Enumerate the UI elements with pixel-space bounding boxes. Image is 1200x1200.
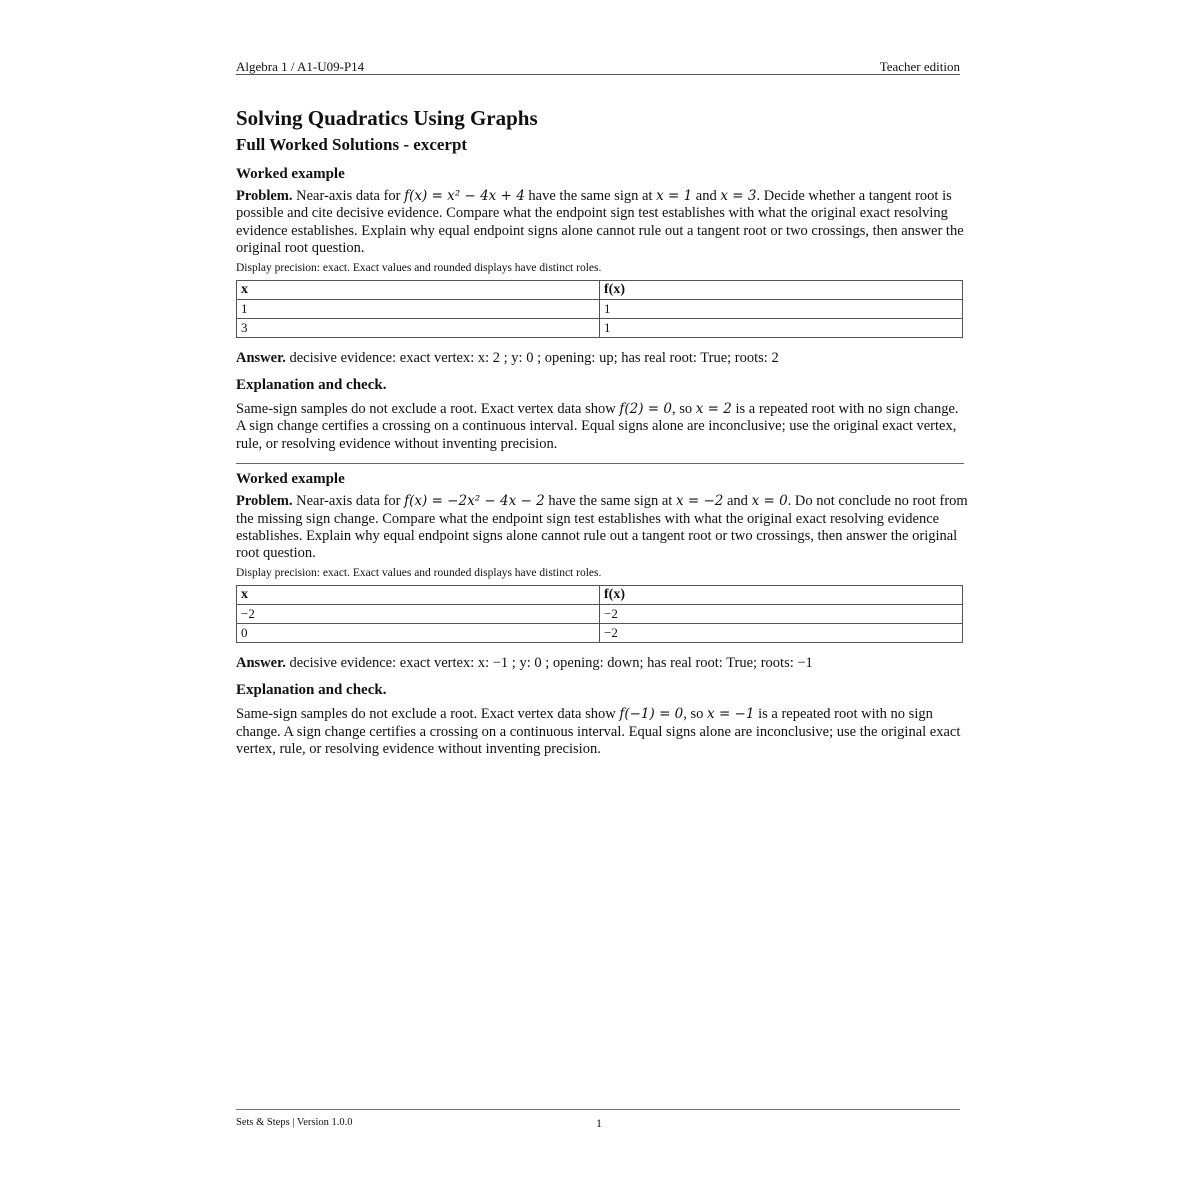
table-row — [237, 299, 963, 318]
precision-note: Display precision: exact. Exact values and rounded displays have distinct roles. — [236, 566, 602, 579]
answer — [236, 350, 968, 367]
answer-label: Answer. — [236, 349, 286, 366]
column-header: x — [237, 280, 600, 299]
explanation-text: , so — [683, 706, 704, 723]
table-cell: 0 — [237, 623, 600, 642]
explanation — [236, 706, 968, 758]
explanation-text: is a repeated root with no sign change. A sign change certifies a crossing on a continuous interval. Equal signs alone are inconclusive; use the original exact vertex, rule, or resolving evidence without inventing precision. — [236, 706, 961, 758]
sample-x2: x = 0 — [751, 493, 788, 510]
page-number: 1 — [596, 1116, 602, 1130]
explanation-text: is a repeated root with no sign change. A sign change certifies a crossing on a continuous interval. Equal signs alone are inconclusive; use the original exact vertex, rule, or resolving evidence without inventing precision. — [236, 401, 959, 452]
problem-statement — [236, 188, 968, 258]
page-subtitle: Full Worked Solutions - excerpt — [236, 135, 468, 154]
table-row — [237, 318, 963, 337]
column-header: f(x) — [600, 585, 963, 604]
section-divider — [236, 463, 964, 464]
explanation-title: Explanation and check. — [236, 682, 387, 699]
worked-example-1 — [236, 165, 968, 453]
answer — [236, 655, 968, 672]
problem-text: Near-axis data for — [296, 493, 401, 510]
function-expression: f(x) = −2x² − 4x − 2 — [404, 493, 545, 510]
explanation-text: , so — [671, 401, 693, 418]
page-content — [236, 105, 968, 759]
root-value: x = 2 — [695, 401, 732, 418]
running-header — [236, 58, 960, 75]
section-title: Worked example — [236, 471, 345, 488]
table-cell: 1 — [600, 299, 963, 318]
section-title: Worked example — [236, 166, 345, 182]
precision-note: Display precision: exact. Exact values and rounded displays have distinct roles. — [236, 261, 602, 274]
values-table — [236, 280, 963, 338]
table-row — [237, 604, 963, 623]
sample-x2: x = 3 — [720, 188, 757, 204]
problem-text: and — [727, 493, 748, 510]
values-table — [236, 585, 963, 643]
footer-version: Sets & Steps | Version 1.0.0 — [236, 1117, 353, 1128]
page-title: Solving Quadratics Using Graphs — [236, 106, 538, 130]
problem-text: . Decide whether a tangent root is possible and cite decisive evidence. Compare what the endpoint sign test establishes with what the original exact resolving evidence establishes. Explain why equal endpoint signs alone cannot rule out a tangent root or two crossings, then answer the original root question. — [236, 188, 964, 257]
explanation-title: Explanation and check. — [236, 377, 387, 394]
explanation-text: Same-sign samples do not exclude a root. Exact vertex data show — [236, 401, 616, 418]
edition-label: Teacher edition — [879, 59, 960, 74]
table-cell: 3 — [237, 318, 600, 337]
table-cell: −2 — [600, 604, 963, 623]
problem-text: have the same sign at — [528, 188, 653, 204]
column-header: f(x) — [600, 280, 963, 299]
course-breadcrumb: Algebra 1 / A1-U09-P14 — [236, 59, 365, 74]
vertex-equation: f(2) = 0 — [619, 401, 672, 418]
explanation-text: Same-sign samples do not exclude a root. Exact vertex data show — [236, 706, 616, 723]
table-cell: 1 — [237, 299, 600, 318]
problem-statement — [236, 493, 968, 563]
problem-text: Near-axis data for — [296, 188, 401, 204]
worked-example-2 — [236, 470, 968, 758]
problem-text: and — [695, 188, 717, 204]
table-header-row — [237, 280, 963, 299]
root-value: x = −1 — [707, 706, 755, 723]
vertex-equation: f(−1) = 0 — [619, 706, 684, 723]
column-header: x — [237, 585, 600, 604]
answer-text: decisive evidence: exact vertex: x: −1 ; y: 0 ; opening: down; has real root: True; roots: −1 — [289, 654, 813, 671]
table-cell: −2 — [237, 604, 600, 623]
answer-text: decisive evidence: exact vertex: x: 2 ; y: 0 ; opening: up; has real root: True; roots: 2 — [289, 349, 779, 366]
problem-label: Problem. — [236, 493, 293, 510]
problem-text: have the same sign at — [548, 493, 673, 510]
problem-label: Problem. — [236, 188, 293, 204]
table-cell: 1 — [600, 318, 963, 337]
problem-text: . Do not conclude no root from the missing sign change. Compare what the endpoint sign test establishes with what the original exact resolving evidence establishes. Explain why equal endpoint signs alone cannot rule out a tangent root or two crossings, then answer the original root question. — [236, 493, 968, 562]
page-footer — [236, 1109, 960, 1130]
sample-x1: x = 1 — [656, 188, 693, 204]
function-expression: f(x) = x² − 4x + 4 — [404, 188, 525, 204]
table-row — [237, 623, 963, 642]
explanation — [236, 401, 968, 453]
table-cell: −2 — [600, 623, 963, 642]
sample-x1: x = −2 — [675, 493, 724, 510]
table-header-row — [237, 585, 963, 604]
answer-label: Answer. — [236, 654, 286, 671]
